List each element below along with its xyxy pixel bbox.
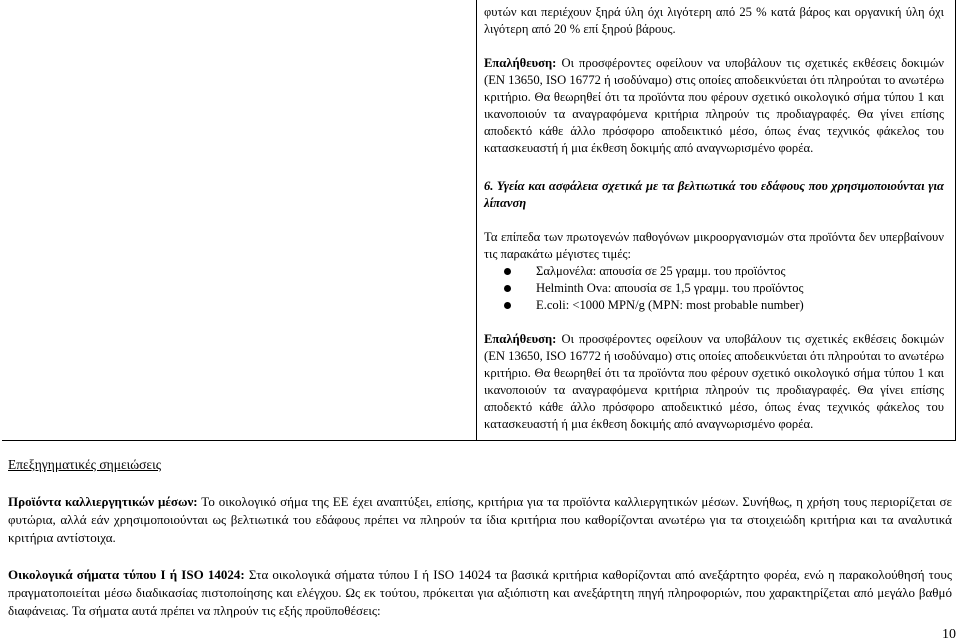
table-column-divider bbox=[476, 0, 477, 441]
verification-paragraph-1 bbox=[484, 55, 944, 157]
explanatory-notes bbox=[8, 456, 952, 639]
notes-paragraph-growing-media bbox=[8, 493, 952, 547]
notes-text: Στα οικολογικά σήματα τύπου I ή ISO 14024 τα βασικά κριτήρια καθορίζονται από ανεξάρτητο φορέα, ενώ η παρακολούθησή τους πραγματοποιείται μέσω διαδικασίας πιστοποίησης και ελέγχου. Ως εκ τούτου, πρόκειται για αξιόπιστη και ανεξάρτητη πηγή πληροφοριών, που χαρακτηρίζεται από μεγάλο βαθμό διαφάνειας. Τα σήματα αυτά πρέπει να πληρούν τις εξής προϋποθέσεις: bbox=[8, 567, 952, 618]
list-item-text: Helminth Ova: απουσία σε 1,5 γραμμ. του προϊόντος bbox=[536, 281, 804, 295]
verification-paragraph-2 bbox=[484, 331, 944, 433]
notes-paragraph-ecolabels bbox=[8, 566, 952, 620]
verification-label: Επαλήθευση: bbox=[484, 332, 557, 346]
pathogens-intro: Τα επίπεδα των πρωτογενών παθογόνων μικροοργανισμών στα προϊόντα δεν υπερβαίνουν τις παρακάτω μέγιστες τιμές: bbox=[484, 230, 944, 261]
bullet-icon bbox=[504, 302, 511, 309]
list-item bbox=[484, 297, 944, 314]
pathogen-limits-list bbox=[484, 263, 944, 314]
verification-text: Οι προσφέροντες οφείλουν να υποβάλουν τις σχετικές εκθέσεις δοκιμών (EN 13650, ISO 16772 ή ισοδύναμο) στις οποίες αποδεικνύεται ότι πληρούται το ανωτέρω κριτήριο. Θα θεωρηθεί ότι τα προϊόντα που φέρουν σχετικό οικολογικό σήμα τύπου 1 και ικανοποιούν τα αναγραφόμενα κριτήρια πληρούν τις προδιαγραφές. Θα γίνει επίσης αποδεκτό κάθε άλλο πρόσφορο αποδεικτικό μέσο, όπως ένας τεχνικός φάκελος του κατασκευαστή ή μια έκθεση δοκιμής από αναγνωρισμένο φορέα. bbox=[484, 56, 944, 155]
list-item bbox=[484, 280, 944, 297]
bullet-icon bbox=[504, 268, 511, 275]
bullet-icon bbox=[504, 285, 511, 292]
notes-label: Οικολογικά σήματα τύπου Ι ή ISO 14024: bbox=[8, 567, 245, 582]
notes-label: Προϊόντα καλλιεργητικών μέσων: bbox=[8, 494, 198, 509]
list-item-text: E.coli: <1000 MPN/g (MPN: most probable number) bbox=[536, 298, 804, 312]
verification-text: Οι προσφέροντες οφείλουν να υποβάλουν τις σχετικές εκθέσεις δοκιμών (EN 13650, ISO 16772 ή ισοδύναμο) στις οποίες αποδεικνύεται ότι πληρούται το ανωτέρω κριτήριο. Θα θεωρηθεί ότι τα προϊόντα που φέρουν σχετικό οικολογικό σήμα τύπου 1 και ικανοποιούν τα αναγραφόμενα κριτήρια πληρούν τις προδιαγραφές. Θα γίνει επίσης αποδεκτό κάθε άλλο πρόσφορο αποδεικτικό μέσο, όπως ένας τεχνικός φάκελος του κατασκευαστή ή μια έκθεση δοκιμής από αναγνωρισμένο φορέα. bbox=[484, 332, 944, 431]
page-number: 10 bbox=[942, 627, 956, 642]
criteria-cell bbox=[484, 4, 944, 433]
verification-label: Επαλήθευση: bbox=[484, 56, 557, 70]
section-6-heading: 6. Υγεία και ασφάλεια σχετικά με τα βελτιωτικά του εδάφους που χρησιμοποιούνται για λίπανση bbox=[484, 179, 944, 210]
dry-matter-paragraph: φυτών και περιέχουν ξηρά ύλη όχι λιγότερη από 25 % κατά βάρος και οργανική ύλη όχι λιγότερη από 20 % επί ξηρού βάρους. bbox=[484, 5, 944, 36]
notes-text: Το οικολογικό σήμα της ΕΕ έχει αναπτύξει, επίσης, κριτήρια για τα προϊόντα καλλιεργητικών μέσων. Συνήθως, η χρήση τους περιορίζεται σε φυτώρια, αλλά εάν χρησιμοποιούνται ως βελτιωτικά του εδάφους πρέπει να πληρούν τα ίδια κριτήρια που καθορίζονται ανωτέρω για τα στοιχειώδη κριτήρια και τα αναλυτικά κριτήρια αντίστοιχα. bbox=[8, 494, 953, 545]
list-item bbox=[484, 263, 944, 280]
notes-heading: Επεξηγηματικές σημειώσεις bbox=[8, 457, 162, 472]
list-item-text: Σαλμονέλα: απουσία σε 25 γραμμ. του προϊόντος bbox=[536, 264, 786, 278]
